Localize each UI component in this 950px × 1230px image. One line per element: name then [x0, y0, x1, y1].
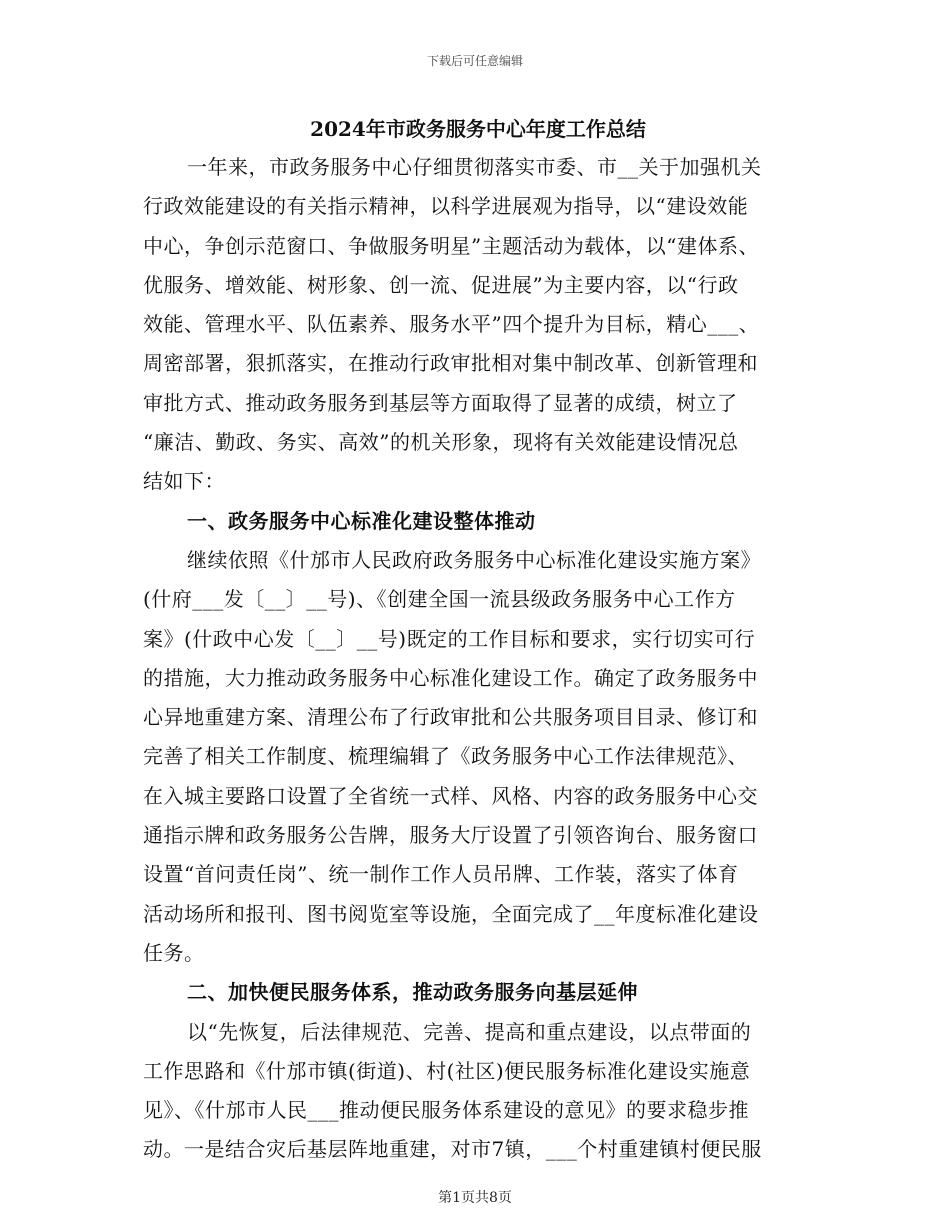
- intro-paragraph: [143, 148, 803, 502]
- text-line: 见》、《什邡市人民___推动便民服务体系建设的意见》的要求稳步推: [143, 1098, 749, 1123]
- text-line: 通指示牌和政务服务公告牌，服务大厅设置了引领咨询台、服务窗口: [143, 823, 758, 848]
- text-line: 动。一是结合灾后基层阵地重建，对市7镇，___个村重建镇村便民服: [143, 1137, 762, 1162]
- page-header: 下载后可任意编辑: [426, 54, 523, 68]
- text-line: 效能、管理水平、队伍素养、服务水平”四个提升为目标，精心___、: [143, 312, 760, 337]
- text-line: 案》(什政中心发〔__〕__号)既定的工作目标和要求，实行切实可行: [143, 626, 756, 651]
- page-footer: 第1页共8页: [438, 1190, 512, 1206]
- text-line: 心异地重建方案、清理公布了行政审批和公共服务项目目录、修订和: [143, 705, 758, 730]
- text-line: 周密部署，狠抓落实，在推动行政审批相对集中制改革、创新管理和: [143, 351, 758, 376]
- text-line: 工作思路和《什邡市镇(街道)、村(社区)便民服务标准化建设实施意: [143, 1058, 751, 1083]
- section-1-paragraph: [143, 541, 803, 973]
- text-line: 设置“首问责任岗”、统一制作工作人员吊牌、工作装，落实了体育: [143, 862, 739, 887]
- text-line: 行政效能建设的有关指示精神，以科学进展观为指导，以“建设效能: [143, 194, 749, 219]
- document-body: [143, 113, 803, 1170]
- text-line: 在入城主要路口设置了全省统一式样、风格、内容的政务服务中心交: [143, 783, 758, 808]
- section-heading-1: 一、政务服务中心标准化建设整体推动: [187, 508, 536, 533]
- text-line: 活动场所和报刊、图书阅览室等设施，全面完成了__年度标准化建设: [143, 901, 759, 926]
- text-line: 完善了相关工作制度、梳理编辑了《政务服务中心工作法律规范》、: [143, 744, 748, 769]
- section-heading-2: 二、加快便民服务体系，推动政务服务向基层延伸: [187, 980, 638, 1005]
- text-line: 优服务、增效能、树形象、创一流、促进展”为主要内容，以“行政: [143, 272, 739, 297]
- text-line: 以“先恢复，后法律规范、完善、提高和重点建设，以点带面的: [187, 1019, 752, 1044]
- text-line: 继续依照《什邡市人民政府政务服务中心标准化建设实施方案》: [187, 547, 761, 572]
- text-line: 任务。: [143, 940, 205, 965]
- text-line: 审批方式、推动政务服务到基层等方面取得了显著的成绩，树立了: [143, 390, 738, 415]
- text-line: 一年来，市政务服务中心仔细贯彻落实市委、市__关于加强机关: [187, 155, 762, 179]
- text-line: “廉洁、勤政、务实、高效”的机关形象，现将有关效能建设情况总: [143, 430, 739, 455]
- document-title: 2024年市政务服务中心年度工作总结: [310, 117, 646, 141]
- text-line: 结如下：: [143, 469, 225, 494]
- text-line: 的措施，大力推动政务服务中心标准化建设工作。确定了政务服务中: [143, 665, 758, 690]
- text-line: (什府___发〔__〕__号)、《创建全国一流县级政务服务中心工作方: [143, 587, 736, 612]
- text-line: 中心，争创示范窗口、争做服务明星”主题活动为载体，以“建体系、: [143, 233, 759, 258]
- section-2-paragraph: [143, 1013, 803, 1170]
